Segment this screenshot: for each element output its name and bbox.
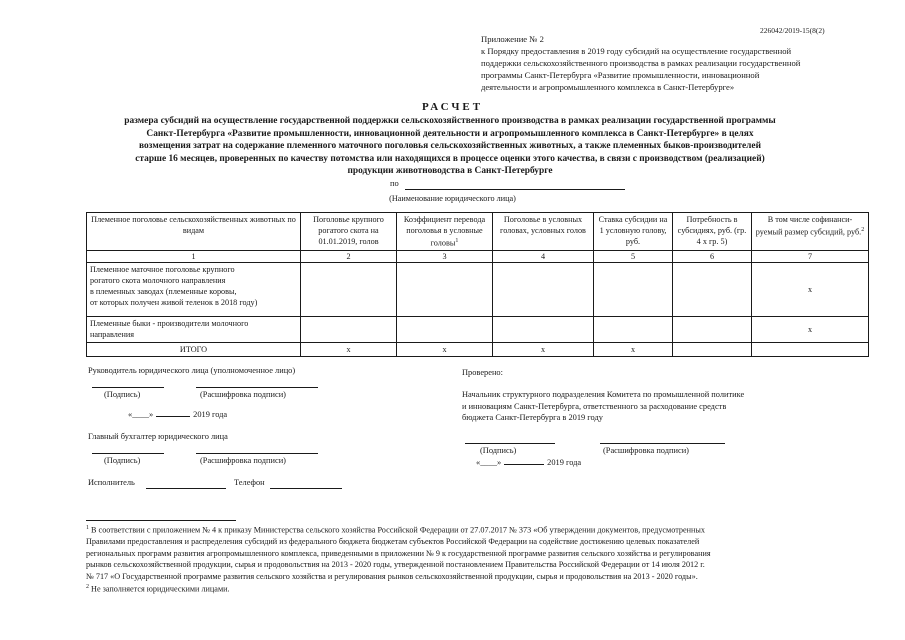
entity-name-row — [0, 178, 905, 192]
signature-decode-caption: (Расшифровка подписи) — [603, 446, 689, 455]
row-label: Племенное маточное поголовье крупного рогатого скота молочного направления в племенных заводах (племенные коровы, от которых получен живой теленок в 2018 году) — [87, 262, 301, 316]
total-label: ИТОГО — [87, 342, 301, 356]
total-row — [87, 342, 869, 356]
subsidy-table — [86, 212, 869, 357]
subtitle-line: Санкт-Петербурга «Развитие промышленности, инновационной деятельности и агропромышленного комплекса в Санкт-Петербурге» в целях — [146, 128, 754, 139]
not-applicable-cell: x — [594, 342, 673, 356]
footnote-2: $^2$ Не заполняется юридическими лицами. — [86, 584, 230, 594]
column-number: 1 — [87, 250, 301, 262]
executor-label: Исполнитель — [88, 478, 135, 487]
subtitle-line: возмещения затрат на содержание племенного маточного поголовья сельскохозяйственных животных, а также племенных быков-производителей — [139, 141, 761, 151]
footnote-ref: 2 — [861, 227, 865, 233]
table-header-row — [87, 213, 869, 251]
signature-caption: (Подпись) — [104, 390, 141, 399]
subtitle-line: размера субсидий на осуществление государственной поддержки сельскохозяйственного производства в рамках реализации государственной программы — [124, 116, 776, 126]
input-cell[interactable] — [301, 262, 397, 316]
appendix-line: программы Санкт-Петербурга «Развитие промышленности, инновационной — [481, 70, 760, 80]
document-number: 226042/2019-15(8(2) — [760, 26, 825, 35]
phone-label: Телефон — [234, 478, 265, 487]
po-label: по — [390, 178, 399, 188]
input-cell[interactable] — [673, 316, 752, 342]
not-applicable-cell: x — [752, 262, 869, 316]
input-cell[interactable] — [752, 342, 869, 356]
input-cell[interactable] — [673, 262, 752, 316]
header-cell: Потребность в субсидиях, руб. (гр. 4 х гр. 5) — [673, 213, 752, 251]
input-cell[interactable] — [493, 262, 594, 316]
table-row — [87, 262, 869, 316]
checked-label: Проверено: — [462, 368, 503, 377]
column-number-row — [87, 250, 869, 262]
column-number: 2 — [301, 250, 397, 262]
executor-field[interactable] — [146, 488, 226, 489]
signature-line[interactable] — [465, 443, 555, 444]
document-subtitle — [90, 115, 810, 178]
date-field: «____» 2019 года — [476, 458, 582, 467]
appendix-line: Приложение № 2 — [481, 34, 544, 44]
signature-decode-line[interactable] — [196, 453, 318, 454]
column-number: 5 — [594, 250, 673, 262]
not-applicable-cell: x — [301, 342, 397, 356]
signature-line[interactable] — [92, 387, 164, 388]
not-applicable-cell: x — [752, 316, 869, 342]
header-cell: Поголовье крупного рогатого скота на 01.01.2019, голов — [301, 213, 397, 251]
footnote-1: $^1$ В соответствии с приложением № 4 к приказу Министерства сельского хозяйства Российской Федерации от 27.07.2017 № 373 «Об утверждении документов, предусмотренных — [86, 525, 705, 535]
checker-title: Начальник структурного подразделения Комитета по промышленной политике и инновациям Санкт-Петербурга, ответственного за расходование средств бюджета Санкт-Петербурга в 2019 году — [462, 390, 745, 422]
footnote-ref: 1 — [455, 238, 459, 244]
header-cell: Племенное поголовье сельскохозяйственных животных по видам — [87, 213, 301, 251]
input-cell[interactable] — [301, 316, 397, 342]
signature-caption: (Подпись) — [104, 456, 141, 465]
table-row — [87, 316, 869, 342]
header-cell: Коэффициент перевода поголовья в условные головы$^1$ — [397, 213, 493, 251]
appendix-reference — [481, 33, 876, 93]
column-number: 6 — [673, 250, 752, 262]
header-cell: Поголовье в условных головах, условных голов — [493, 213, 594, 251]
signature-decode-caption: (Расшифровка подписи) — [200, 390, 286, 399]
appendix-line: поддержки сельскохозяйственного производства в рамках реализации государственной — [481, 58, 801, 68]
phone-field[interactable] — [270, 488, 342, 489]
subtitle-line: старше 16 месяцев, проверенных по качеству потомства или находящихся в процессе оценки этого качества, в связи с производством (реализацией) — [135, 153, 765, 164]
not-applicable-cell: x — [397, 342, 493, 356]
input-cell[interactable] — [397, 262, 493, 316]
signature-line[interactable] — [92, 453, 164, 454]
footnotes: $^1$ В соответствии с приложением № 4 к приказу Министерства сельского хозяйства Российской Федерации от 27.07.2017 № 373 «Об утверждении документов, предусмотренных Правилами предоставления и распределения субсидий из федерального бюджета бюджетам субъектов Российской Федерации на содействие достижению целевых показателей региональных программ развития агропромышленного комплекса, приведенными в приложении № 9 к государственной программе развития сельского хозяйства и регулирования рынков сельскохозяйственной продукции, сырья и продовольствия на 2013 - 2020 годы, утвержденной постановлением Правительства Российской Федерации от 14 июля 2012 г. № 717 «О Государственной программе развития сельского хозяйства и регулирования рынков сельскохозяйственной продукции, сырья и продовольствия на 2013 - 2020 годы». $^2$ Не заполняется юридическими лицами. — [86, 523, 876, 595]
input-cell[interactable] — [493, 316, 594, 342]
row-label: Племенные быки - производители молочного направления — [87, 316, 301, 342]
signature-decode-line[interactable] — [600, 443, 725, 444]
appendix-line: к Порядку предоставления в 2019 году субсидий на осуществление государственной — [481, 46, 792, 56]
appendix-line: деятельности и агропромышленного комплекса в Санкт-Петербурге» — [481, 82, 735, 92]
entity-name-field[interactable] — [405, 189, 625, 190]
header-cell: В том числе софинанси-руемый размер субсидий, руб.$^2$ — [752, 213, 869, 251]
input-cell[interactable] — [594, 316, 673, 342]
signature-decode-line[interactable] — [196, 387, 318, 388]
chief-accountant-title: Главный бухгалтер юридического лица — [88, 432, 228, 441]
signature-caption: (Подпись) — [480, 446, 517, 455]
footnote-separator — [86, 520, 236, 521]
signature-decode-caption: (Расшифровка подписи) — [200, 456, 286, 465]
header-cell: Ставка субсидии на 1 условную голову, руб. — [594, 213, 673, 251]
input-cell[interactable] — [673, 342, 752, 356]
input-cell[interactable] — [594, 262, 673, 316]
column-number: 7 — [752, 250, 869, 262]
not-applicable-cell: x — [493, 342, 594, 356]
column-number: 4 — [493, 250, 594, 262]
document-title: РАСЧЕТ — [421, 101, 484, 113]
head-signature-title: Руководитель юридического лица (уполномоченное лицо) — [88, 366, 296, 375]
date-field: «____» 2019 года — [128, 410, 228, 419]
subtitle-line: продукции животноводства в Санкт-Петербурге — [347, 166, 553, 176]
input-cell[interactable] — [397, 316, 493, 342]
column-number: 3 — [397, 250, 493, 262]
entity-name-caption: (Наименование юридического лица) — [389, 194, 516, 203]
